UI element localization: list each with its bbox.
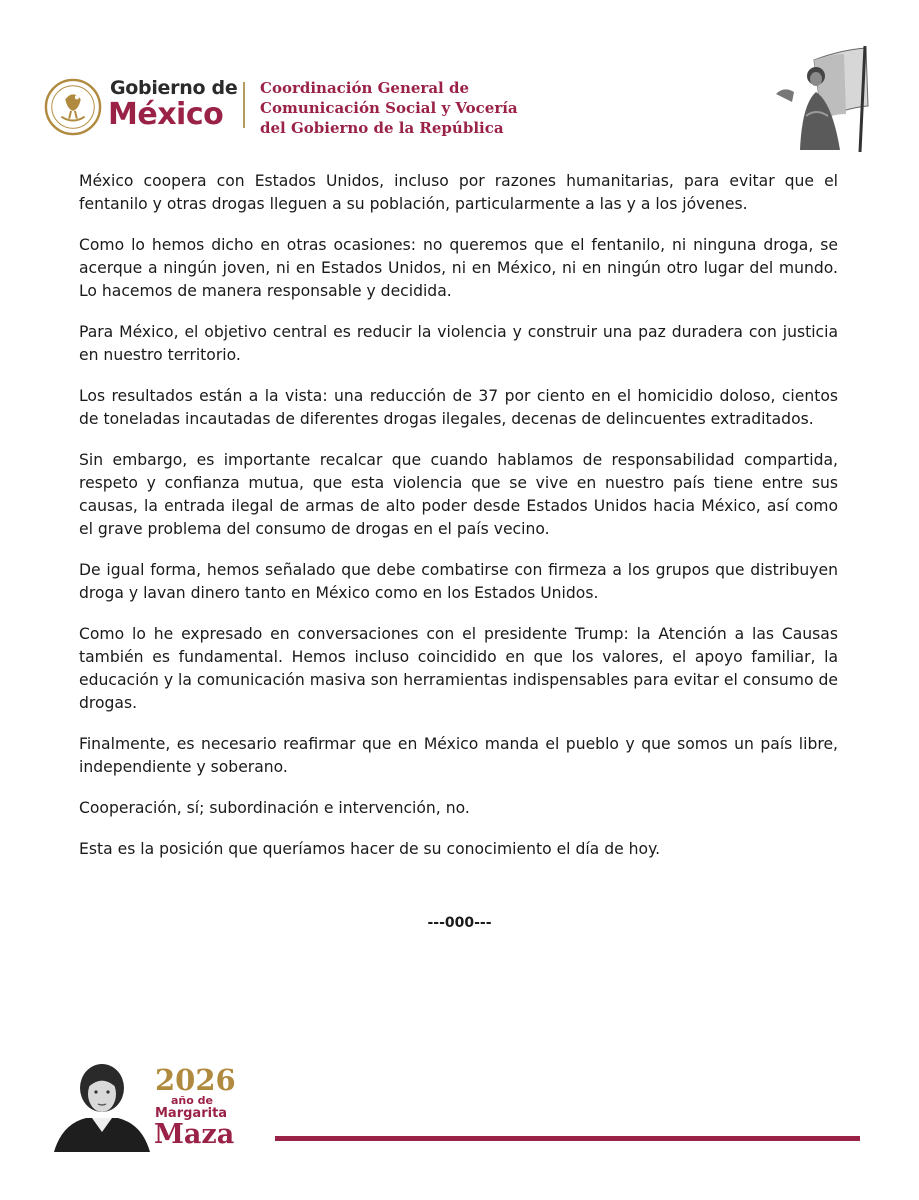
paragraph-6: De igual forma, hemos señalado que debe combatirse con firmeza a los grupos que distribuyen droga y lavan dinero tanto en México como en los Estados Unidos. xyxy=(79,561,838,602)
coord-line-1: Coordinación General de xyxy=(260,79,470,97)
footer-rule xyxy=(275,1136,860,1141)
header-divider xyxy=(243,82,245,128)
paragraph-8: Finalmente, es necesario reafirmar que en México manda el pueblo y que somos un país libre, independiente y soberano. xyxy=(79,735,838,776)
coord-line-3: del Gobierno de la República xyxy=(260,119,504,137)
flag-woman-illustration-icon xyxy=(770,46,874,154)
footer-year: 2026 xyxy=(155,1063,236,1097)
footer-first-name: Margarita xyxy=(155,1106,228,1121)
press-release-body xyxy=(79,170,838,879)
footer-anio-de: año de xyxy=(171,1094,213,1107)
letterhead xyxy=(44,70,874,160)
paragraph-4: Los resultados están a la vista: una reducción de 37 por ciento en el homicidio doloso, cientos de toneladas incautadas de diferentes drogas ilegales, decenas de delincuentes extraditados. xyxy=(79,387,838,428)
closing-mark: ---000--- xyxy=(427,915,492,931)
paragraph-10: Esta es la posición que queríamos hacer de su conocimiento el día de hoy. xyxy=(79,840,661,858)
footer-last-name: Maza xyxy=(154,1119,235,1150)
paragraph-7: Como lo he expresado en conversaciones con el presidente Trump: la Atención a las Causas también es fundamental. Hemos incluso coincidido en que los valores, el apoyo familiar, la educación y la comunicación masiva son herramientas indispensables para evitar el consumo de drogas. xyxy=(79,625,838,712)
paragraph-5: Sin embargo, es importante recalcar que cuando hablamos de responsabilidad compartida, respeto y confianza mutua, que esta violencia que se vive en nuestro país tiene entre sus causas, la entrada ilegal de armas de alto poder desde Estados Unidos hacia México, así como el grave problema del consumo de drogas en el país vecino. xyxy=(79,451,838,538)
coord-line-2: Comunicación Social y Vocería xyxy=(260,99,518,117)
margarita-maza-portrait-icon xyxy=(52,1058,152,1154)
paragraph-2: Como lo hemos dicho en otras ocasiones: no queremos que el fentanilo, ni ninguna droga, se acerque a ningún joven, ni en Estados Unidos, ni en México, ni en ningún otro lugar del mundo. Lo hacemos de manera responsable y decidida. xyxy=(79,236,838,300)
gobierno-de-label: Gobierno de xyxy=(110,77,238,99)
mexico-label: México xyxy=(108,97,224,132)
paragraph-9: Cooperación, sí; subordinación e intervención, no. xyxy=(79,799,470,817)
paragraph-1: México coopera con Estados Unidos, incluso por razones humanitarias, para evitar que el fentanilo y otras drogas lleguen a su población, particularmente a las y a los jóvenes. xyxy=(79,172,838,213)
paragraph-3: Para México, el objetivo central es reducir la violencia y construir una paz duradera con justicia en nuestro territorio. xyxy=(79,323,838,364)
national-seal-logo xyxy=(44,78,102,136)
coordination-title xyxy=(260,78,518,138)
